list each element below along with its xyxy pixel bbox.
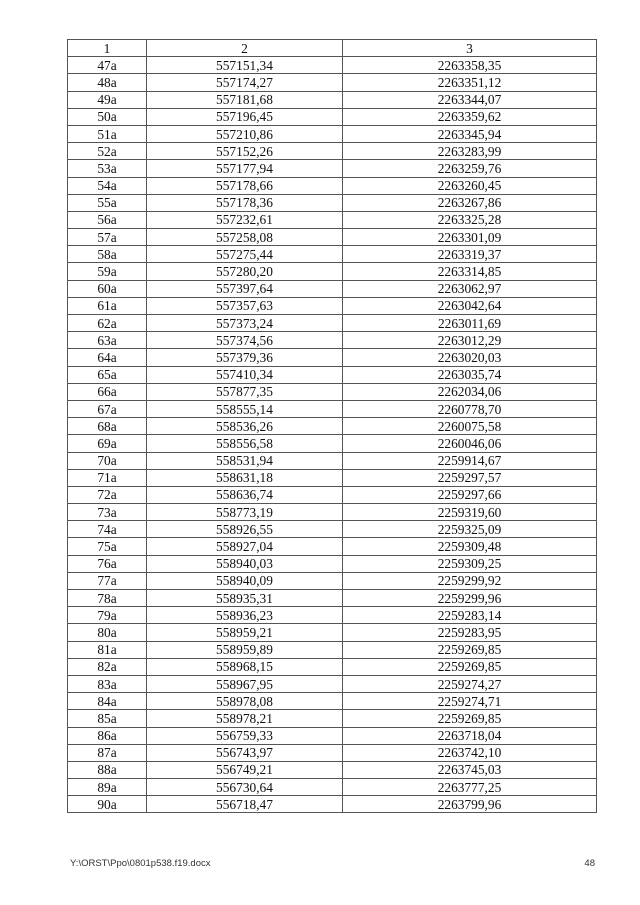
table-row: [68, 452, 597, 469]
point-id-cell: 65a: [68, 366, 147, 383]
point-id-cell: 49a: [68, 91, 147, 108]
x-coordinate-cell: 557178,36: [147, 194, 343, 211]
y-coordinate-cell: 2263319,37: [343, 246, 597, 263]
y-coordinate-cell: 2263267,86: [343, 194, 597, 211]
y-coordinate-cell: 2259297,66: [343, 486, 597, 503]
header-cell-3: 3: [343, 40, 597, 57]
x-coordinate-cell: 558556,58: [147, 435, 343, 452]
point-id-cell: 61a: [68, 297, 147, 314]
x-coordinate-cell: 558536,26: [147, 418, 343, 435]
y-coordinate-cell: 2263718,04: [343, 727, 597, 744]
point-id-cell: 79a: [68, 607, 147, 624]
point-id-cell: 84a: [68, 693, 147, 710]
point-id-cell: 66a: [68, 383, 147, 400]
y-coordinate-cell: 2263345,94: [343, 125, 597, 142]
x-coordinate-cell: 558967,95: [147, 675, 343, 692]
x-coordinate-cell: 557196,45: [147, 108, 343, 125]
table-row: [68, 761, 597, 778]
y-coordinate-cell: 2259309,25: [343, 555, 597, 572]
table-row: [68, 74, 597, 91]
table-row: [68, 504, 597, 521]
x-coordinate-cell: 557258,08: [147, 229, 343, 246]
x-coordinate-cell: 558636,74: [147, 486, 343, 503]
x-coordinate-cell: 557410,34: [147, 366, 343, 383]
x-coordinate-cell: 557374,56: [147, 332, 343, 349]
footer-page-number: 48: [584, 858, 595, 869]
point-id-cell: 88a: [68, 761, 147, 778]
table-row: [68, 246, 597, 263]
table-row: [68, 194, 597, 211]
y-coordinate-cell: 2263314,85: [343, 263, 597, 280]
y-coordinate-cell: 2263742,10: [343, 744, 597, 761]
table-row: [68, 641, 597, 658]
y-coordinate-cell: 2259274,27: [343, 675, 597, 692]
x-coordinate-cell: 558773,19: [147, 504, 343, 521]
y-coordinate-cell: 2263351,12: [343, 74, 597, 91]
x-coordinate-cell: 556759,33: [147, 727, 343, 744]
x-coordinate-cell: 557379,36: [147, 349, 343, 366]
table-row: [68, 160, 597, 177]
y-coordinate-cell: 2263062,97: [343, 280, 597, 297]
point-id-cell: 77a: [68, 572, 147, 589]
y-coordinate-cell: 2259283,14: [343, 607, 597, 624]
y-coordinate-cell: 2259297,57: [343, 469, 597, 486]
x-coordinate-cell: 557181,68: [147, 91, 343, 108]
table-row: [68, 143, 597, 160]
y-coordinate-cell: 2263344,07: [343, 91, 597, 108]
table-row: [68, 779, 597, 796]
x-coordinate-cell: 557210,86: [147, 125, 343, 142]
y-coordinate-cell: 2260778,70: [343, 400, 597, 417]
header-cell-2: 2: [147, 40, 343, 57]
y-coordinate-cell: 2262034,06: [343, 383, 597, 400]
x-coordinate-cell: 557174,27: [147, 74, 343, 91]
point-id-cell: 86a: [68, 727, 147, 744]
x-coordinate-cell: 558555,14: [147, 400, 343, 417]
x-coordinate-cell: 558926,55: [147, 521, 343, 538]
table-body: [68, 40, 597, 813]
y-coordinate-cell: 2259319,60: [343, 504, 597, 521]
point-id-cell: 52a: [68, 143, 147, 160]
y-coordinate-cell: 2263259,76: [343, 160, 597, 177]
x-coordinate-cell: 558631,18: [147, 469, 343, 486]
table-row: [68, 521, 597, 538]
x-coordinate-cell: 558959,21: [147, 624, 343, 641]
x-coordinate-cell: 557178,66: [147, 177, 343, 194]
point-id-cell: 90a: [68, 796, 147, 813]
x-coordinate-cell: 557151,34: [147, 57, 343, 74]
x-coordinate-cell: 558936,23: [147, 607, 343, 624]
table-row: [68, 538, 597, 555]
y-coordinate-cell: 2259325,09: [343, 521, 597, 538]
point-id-cell: 59a: [68, 263, 147, 280]
table-row: [68, 469, 597, 486]
table-row: [68, 710, 597, 727]
y-coordinate-cell: 2259269,85: [343, 641, 597, 658]
point-id-cell: 67a: [68, 400, 147, 417]
y-coordinate-cell: 2263283,99: [343, 143, 597, 160]
table-row: [68, 555, 597, 572]
table-row: [68, 263, 597, 280]
y-coordinate-cell: 2263358,35: [343, 57, 597, 74]
y-coordinate-cell: 2263012,29: [343, 332, 597, 349]
y-coordinate-cell: 2259309,48: [343, 538, 597, 555]
table-row: [68, 177, 597, 194]
table-row: [68, 727, 597, 744]
point-id-cell: 50a: [68, 108, 147, 125]
y-coordinate-cell: 2259283,95: [343, 624, 597, 641]
point-id-cell: 68a: [68, 418, 147, 435]
x-coordinate-cell: 556718,47: [147, 796, 343, 813]
y-coordinate-cell: 2263035,74: [343, 366, 597, 383]
x-coordinate-cell: 557177,94: [147, 160, 343, 177]
y-coordinate-cell: 2260075,58: [343, 418, 597, 435]
point-id-cell: 69a: [68, 435, 147, 452]
point-id-cell: 47a: [68, 57, 147, 74]
table-header-row: [68, 40, 597, 57]
point-id-cell: 72a: [68, 486, 147, 503]
point-id-cell: 51a: [68, 125, 147, 142]
point-id-cell: 54a: [68, 177, 147, 194]
x-coordinate-cell: 557275,44: [147, 246, 343, 263]
y-coordinate-cell: 2263301,09: [343, 229, 597, 246]
footer-file-path: Y:\ORST\Ppo\0801p538.f19.docx: [70, 858, 211, 869]
point-id-cell: 89a: [68, 779, 147, 796]
x-coordinate-cell: 556743,97: [147, 744, 343, 761]
x-coordinate-cell: 557397,64: [147, 280, 343, 297]
table-row: [68, 366, 597, 383]
point-id-cell: 64a: [68, 349, 147, 366]
y-coordinate-cell: 2259299,96: [343, 590, 597, 607]
point-id-cell: 82a: [68, 658, 147, 675]
point-id-cell: 56a: [68, 211, 147, 228]
table-row: [68, 693, 597, 710]
y-coordinate-cell: 2263777,25: [343, 779, 597, 796]
x-coordinate-cell: 558968,15: [147, 658, 343, 675]
point-id-cell: 74a: [68, 521, 147, 538]
point-id-cell: 87a: [68, 744, 147, 761]
x-coordinate-cell: 557280,20: [147, 263, 343, 280]
table-row: [68, 486, 597, 503]
point-id-cell: 83a: [68, 675, 147, 692]
y-coordinate-cell: 2260046,06: [343, 435, 597, 452]
x-coordinate-cell: 558978,08: [147, 693, 343, 710]
point-id-cell: 80a: [68, 624, 147, 641]
table-row: [68, 332, 597, 349]
y-coordinate-cell: 2263325,28: [343, 211, 597, 228]
table-row: [68, 383, 597, 400]
x-coordinate-cell: 557357,63: [147, 297, 343, 314]
x-coordinate-cell: 556749,21: [147, 761, 343, 778]
y-coordinate-cell: 2263020,03: [343, 349, 597, 366]
table-row: [68, 91, 597, 108]
table-row: [68, 400, 597, 417]
x-coordinate-cell: 558940,03: [147, 555, 343, 572]
point-id-cell: 85a: [68, 710, 147, 727]
point-id-cell: 78a: [68, 590, 147, 607]
table-row: [68, 211, 597, 228]
y-coordinate-cell: 2259269,85: [343, 658, 597, 675]
point-id-cell: 70a: [68, 452, 147, 469]
x-coordinate-cell: 558959,89: [147, 641, 343, 658]
table-row: [68, 658, 597, 675]
table-row: [68, 349, 597, 366]
point-id-cell: 81a: [68, 641, 147, 658]
table-row: [68, 572, 597, 589]
coordinates-table: [67, 39, 597, 813]
table-row: [68, 744, 597, 761]
point-id-cell: 71a: [68, 469, 147, 486]
y-coordinate-cell: 2259269,85: [343, 710, 597, 727]
point-id-cell: 63a: [68, 332, 147, 349]
x-coordinate-cell: 558935,31: [147, 590, 343, 607]
table-row: [68, 435, 597, 452]
y-coordinate-cell: 2259274,71: [343, 693, 597, 710]
point-id-cell: 62a: [68, 315, 147, 332]
x-coordinate-cell: 557152,26: [147, 143, 343, 160]
table-row: [68, 297, 597, 314]
x-coordinate-cell: 557373,24: [147, 315, 343, 332]
point-id-cell: 53a: [68, 160, 147, 177]
table-row: [68, 229, 597, 246]
x-coordinate-cell: 558531,94: [147, 452, 343, 469]
y-coordinate-cell: 2259914,67: [343, 452, 597, 469]
y-coordinate-cell: 2263260,45: [343, 177, 597, 194]
point-id-cell: 48a: [68, 74, 147, 91]
table-row: [68, 624, 597, 641]
x-coordinate-cell: 557232,61: [147, 211, 343, 228]
y-coordinate-cell: 2263745,03: [343, 761, 597, 778]
x-coordinate-cell: 558978,21: [147, 710, 343, 727]
x-coordinate-cell: 558940,09: [147, 572, 343, 589]
table-row: [68, 418, 597, 435]
x-coordinate-cell: 557877,35: [147, 383, 343, 400]
y-coordinate-cell: 2263799,96: [343, 796, 597, 813]
point-id-cell: 57a: [68, 229, 147, 246]
y-coordinate-cell: 2263042,64: [343, 297, 597, 314]
table-row: [68, 590, 597, 607]
table-row: [68, 315, 597, 332]
y-coordinate-cell: 2263011,69: [343, 315, 597, 332]
point-id-cell: 60a: [68, 280, 147, 297]
header-cell-1: 1: [68, 40, 147, 57]
point-id-cell: 73a: [68, 504, 147, 521]
table-row: [68, 280, 597, 297]
point-id-cell: 75a: [68, 538, 147, 555]
table-row: [68, 57, 597, 74]
table-row: [68, 125, 597, 142]
point-id-cell: 76a: [68, 555, 147, 572]
y-coordinate-cell: 2259299,92: [343, 572, 597, 589]
point-id-cell: 58a: [68, 246, 147, 263]
table-row: [68, 607, 597, 624]
table-row: [68, 108, 597, 125]
y-coordinate-cell: 2263359,62: [343, 108, 597, 125]
point-id-cell: 55a: [68, 194, 147, 211]
table-row: [68, 796, 597, 813]
x-coordinate-cell: 556730,64: [147, 779, 343, 796]
table-row: [68, 675, 597, 692]
x-coordinate-cell: 558927,04: [147, 538, 343, 555]
